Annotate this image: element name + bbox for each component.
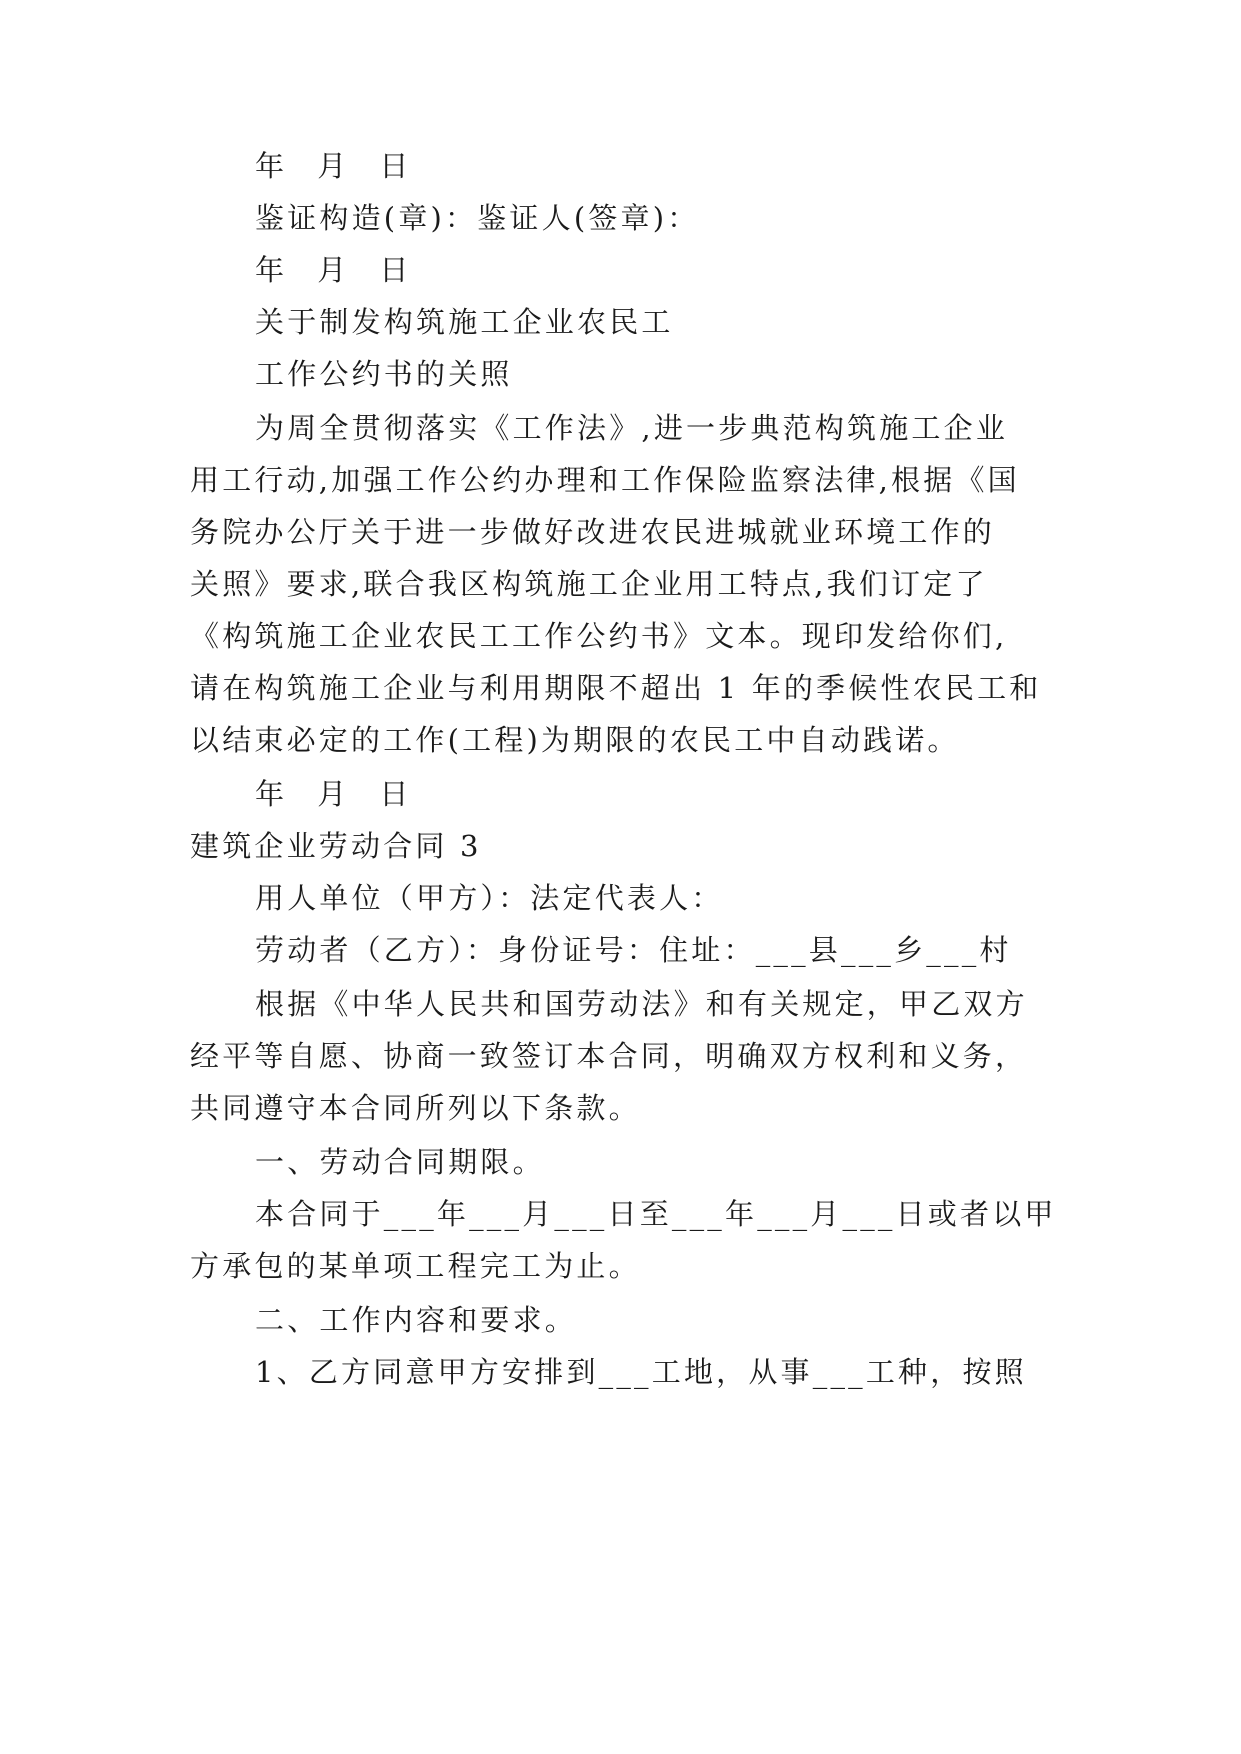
employee-line: 劳动者（乙方）：身份证号：住址：___县___乡___村 (255, 933, 1012, 967)
employer-line: 用人单位（甲方）：法定代表人： (255, 881, 724, 915)
contract-term-line: 本合同于___年___月___日至___年___月___日或者以甲 (255, 1197, 1057, 1231)
notice-title-line-2: 工作公约书的关照 (255, 357, 513, 391)
work-clause-line: 1、乙方同意甲方安排到___工地，从事___工种，按照 (255, 1355, 1027, 1389)
section-heading-term: 一、劳动合同期限。 (255, 1145, 545, 1179)
date-line: 年 月 日 (255, 253, 421, 287)
notice-paragraph-line: 用工行动,加强工作公约办理和工作保险监察法律,根据《国 (190, 463, 1020, 497)
notice-paragraph-line: 以结束必定的工作(工程)为期限的农民工中自动践诺。 (190, 723, 960, 757)
notice-paragraph-line: 为周全贯彻落实《工作法》,进一步典范构筑施工企业 (255, 411, 1009, 445)
contract-paragraph-line: 共同遵守本合同所列以下条款。 (190, 1091, 641, 1125)
contract-paragraph-line: 经平等自愿、协商一致签订本合同，明确双方权利和义务， (190, 1039, 1028, 1073)
contract-term-line: 方承包的某单项工程完工为止。 (190, 1249, 641, 1283)
date-line: 年 月 日 (255, 149, 421, 183)
notice-paragraph-line: 《构筑施工企业农民工工作公约书》文本。现印发给你们, (190, 619, 1008, 653)
notice-paragraph-line: 务院办公厅关于进一步做好改进农民进城就业环境工作的 (190, 515, 996, 549)
contract-heading: 建筑企业劳动合同 3 (190, 829, 482, 863)
section-heading-work: 二、工作内容和要求。 (255, 1303, 578, 1337)
notice-title-line-1: 关于制发构筑施工企业农民工 (255, 305, 674, 339)
verification-signature-line: 鉴证构造(章)：鉴证人(签章)： (255, 201, 700, 235)
contract-paragraph-line: 根据《中华人民共和国劳动法》和有关规定，甲乙双方 (255, 987, 1028, 1021)
date-line: 年 月 日 (255, 777, 421, 811)
notice-paragraph-line: 关照》要求,联合我区构筑施工企业用工特点,我们订定了 (190, 567, 988, 601)
notice-paragraph-line: 请在构筑施工企业与利用期限不超出 1 年的季候性农民工和 (190, 671, 1042, 705)
